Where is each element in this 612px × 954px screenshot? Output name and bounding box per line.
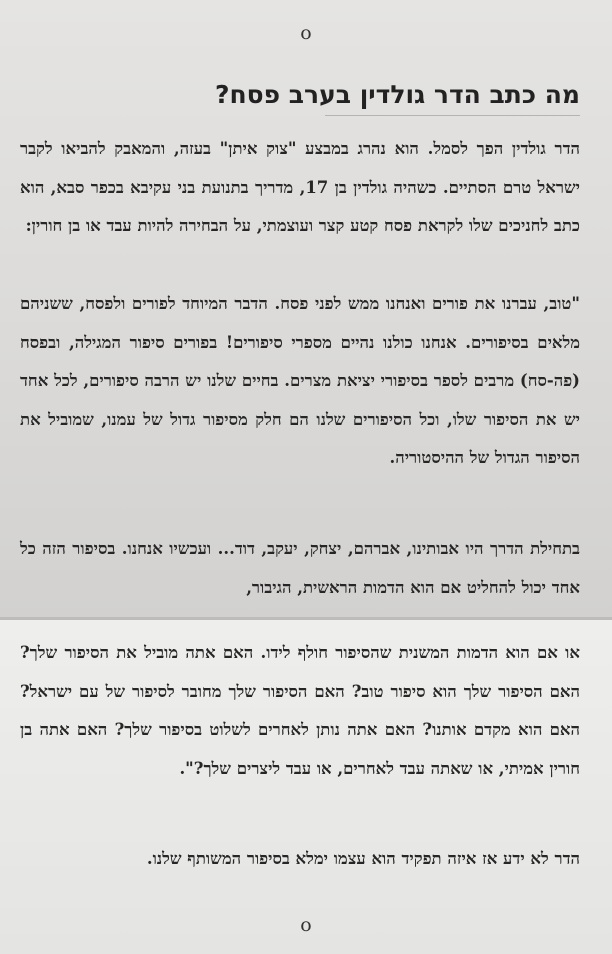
heading-underline	[325, 115, 580, 116]
closing-paragraph: הדר לא ידע אז איזה תפקיד הוא עצמו ימלא בסיפור המשותף שלנו.	[146, 849, 580, 868]
quote-paragraph-2: בתחילת הדרך היו אבותינו, אברהם, יצחק, יעקב, דוד... ועכשיו אנחנו. בסיפור הזה כל אחד יכול להחליט אם הוא הדמות הראשית, הגיבור,	[20, 539, 580, 597]
page-ornament-bottom: o	[300, 914, 312, 936]
bottom-page	[0, 620, 612, 954]
intro-paragraph: הדר גולדין הפך לסמל. הוא נהרג במבצע "צוק איתן" בעזה, והמאבק להביאו לקבר ישראל טרם הסתיים. כשהיה גולדין בן 17, מדריך בתנועת בני עקיבא בכפר סבא, הוא כתב לחניכים שלו לקראת פסח קטע קצר ועוצמתי, על הבחירה להיות עבד או בן חורין:	[20, 139, 580, 235]
quote-continuation: או אם הוא הדמות המשנית שהסיפור חולף לידו. האם אתה מוביל את הסיפור שלך? האם הסיפור שלך הוא סיפור טוב? האם הסיפור שלך מחובר לסיפור של עם ישראל? האם הוא מקדם אותנו? האם אתה נותן לאחרים לשלוט בסיפור שלך? האם אתה בן חורין אמיתי, או שאתה עבד לאחרים, או עבד ליצרים שלך?".	[20, 643, 580, 778]
section-heading: מה כתב הדר גולדין בערב פסח?	[214, 80, 580, 109]
page-ornament-top: o	[300, 22, 312, 44]
quote-paragraph-1: "טוב, עברנו את פורים ואנחנו ממש לפני פסח. הדבר המיוחד לפורים ולפסח, ששניהם מלאים בסיפורים. אנחנו כולנו נהיים מספרי סיפורים! בפורים סיפור המגילה, ובפסח (פה-סח) מרבים לספר בסיפורי יציאת מצרים. בחיים שלנו יש הרבה סיפורים, לכל אחד יש את הסיפור שלו, וכל הסיפורים שלנו הם חלק מסיפור גדול של עמנו, שמוביל את הסיפור הגדול של ההיסטוריה.	[20, 294, 580, 467]
